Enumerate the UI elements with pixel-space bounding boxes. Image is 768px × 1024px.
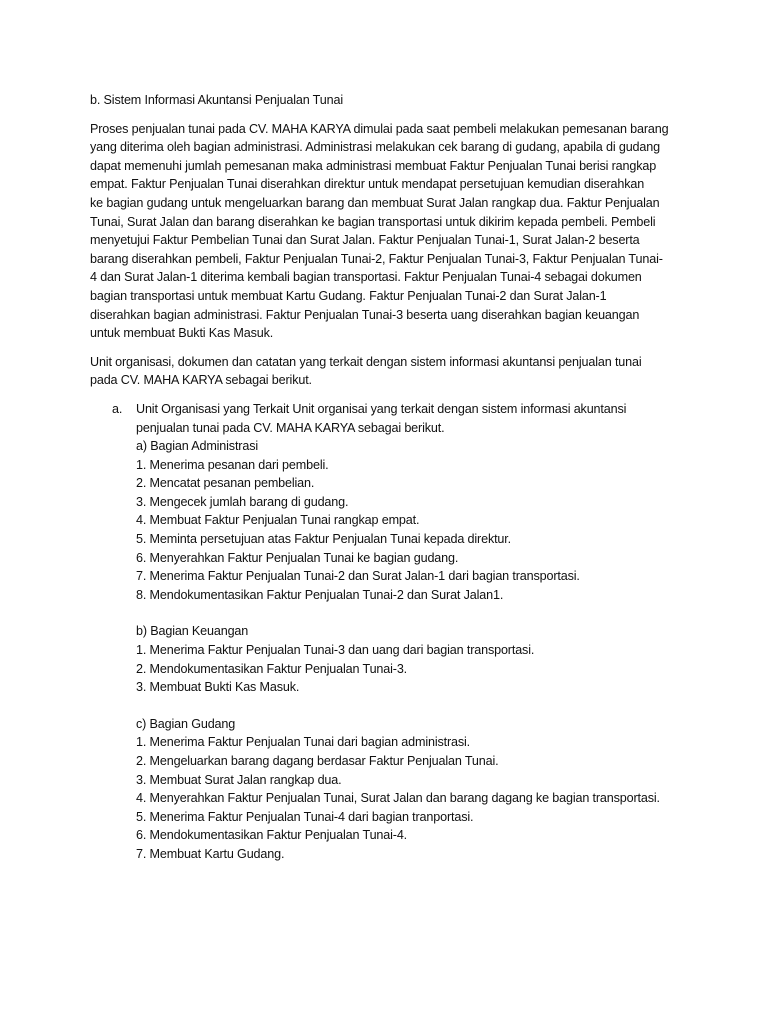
paragraph-line: empat. Faktur Penjualan Tunai diserahkan direktur untuk mendapat persetujuan kemudian diserahkan	[90, 177, 645, 192]
list-marker: a.	[112, 401, 123, 416]
list-item: 3. Membuat Bukti Kas Masuk.	[136, 680, 300, 695]
list-item: 8. Mendokumentasikan Faktur Penjualan Tunai-2 dan Surat Jalan1.	[136, 587, 504, 602]
group-bagian-gudang	[136, 715, 680, 864]
list-item: 2. Mendokumentasikan Faktur Penjualan Tunai-3.	[136, 661, 408, 676]
section-heading: b. Sistem Informasi Akuntansi Penjualan Tunai	[90, 93, 343, 107]
paragraph-line: yang diterima oleh bagian administrasi. Administrasi melakukan cek barang di gudang, apabila di gudang	[90, 140, 660, 155]
paragraph-line: menyetujui Faktur Pembelian Tunai dan Surat Jalan. Faktur Penjualan Tunai-1, Surat Jalan-2 beserta	[90, 233, 640, 248]
paragraph-line: Tunai, Surat Jalan dan barang diserahkan ke bagian transportasi untuk dikirim kepada pembeli. Pembeli	[90, 214, 656, 229]
list-item: 1. Menerima Faktur Penjualan Tunai dari bagian administrasi.	[136, 735, 471, 750]
list-intro-line: penjualan tunai pada CV. MAHA KARYA sebagai berikut.	[136, 420, 445, 435]
list-item: 7. Membuat Kartu Gudang.	[136, 846, 285, 861]
paragraph-line: diserahkan bagian administrasi. Faktur Penjualan Tunai-3 beserta uang diserahkan bagian keuangan	[90, 307, 640, 322]
group-title: b) Bagian Keuangan	[136, 624, 249, 639]
list-item: 5. Meminta persetujuan atas Faktur Penjualan Tunai kepada direktur.	[136, 532, 511, 547]
list-item: 4. Menyerahkan Faktur Penjualan Tunai, Surat Jalan dan barang dagang ke bagian transportasi.	[136, 791, 660, 806]
list-item: 2. Mengeluarkan barang dagang berdasar Faktur Penjualan Tunai.	[136, 754, 499, 768]
list-intro-line: Unit Organisasi yang Terkait Unit organisai yang terkait dengan sistem informasi akuntansi	[136, 401, 627, 416]
document-content	[90, 91, 680, 882]
paragraph-line: ke bagian gudang untuk mengeluarkan barang dan membuat Surat Jalan rangkap dua. Faktur Penjualan	[90, 195, 660, 210]
paragraph-sales-process	[90, 120, 680, 343]
list-item: 6. Mendokumentasikan Faktur Penjualan Tunai-4.	[136, 828, 408, 843]
paragraph-line: Proses penjualan tunai pada CV. MAHA KARYA dimulai pada saat pembeli melakukan pemesanan barang	[90, 121, 669, 136]
list-item: 6. Menyerahkan Faktur Penjualan Tunai ke bagian gudang.	[136, 550, 459, 565]
group-bagian-administrasi	[136, 437, 680, 604]
list-item: 1. Menerima Faktur Penjualan Tunai-3 dan uang dari bagian transportasi.	[136, 643, 535, 658]
paragraph-organization-intro	[90, 353, 680, 390]
paragraph-line: dapat memenuhi jumlah pemesanan maka administrasi membuat Faktur Penjualan Tunai berisi rangkap	[90, 158, 657, 173]
list-item: 2. Mencatat pesanan pembelian.	[136, 476, 315, 491]
paragraph-line: 4 dan Surat Jalan-1 diterima kembali bagian transportasi. Faktur Penjualan Tunai-4 sebagai dokumen	[90, 270, 642, 285]
group-title: c) Bagian Gudang	[136, 716, 236, 731]
list-item: 3. Membuat Surat Jalan rangkap dua.	[136, 772, 342, 787]
group-bagian-keuangan	[136, 622, 680, 696]
list-item: 7. Menerima Faktur Penjualan Tunai-2 dan Surat Jalan-1 dari bagian transportasi.	[136, 569, 580, 584]
group-title: a) Bagian Administrasi	[136, 439, 258, 454]
list-item: 5. Menerima Faktur Penjualan Tunai-4 dari bagian tranportasi.	[136, 809, 474, 824]
list-item: 4. Membuat Faktur Penjualan Tunai rangkap empat.	[136, 513, 420, 528]
paragraph-line: Unit organisasi, dokumen dan catatan yang terkait dengan sistem informasi akuntansi penjualan tunai	[90, 354, 642, 369]
list-section-a	[90, 400, 680, 864]
list-intro	[136, 400, 680, 437]
paragraph-line: pada CV. MAHA KARYA sebagai berikut.	[90, 373, 312, 388]
paragraph-line: barang diserahkan pembeli, Faktur Penjualan Tunai-2, Faktur Penjualan Tunai-3, Faktur Penjualan Tunai-	[90, 251, 663, 266]
paragraph-line: untuk membuat Bukti Kas Masuk.	[90, 326, 274, 341]
list-item: 3. Mengecek jumlah barang di gudang.	[136, 494, 349, 509]
list-item: 1. Menerima pesanan dari pembeli.	[136, 457, 329, 472]
paragraph-line: bagian transportasi untuk membuat Kartu Gudang. Faktur Penjualan Tunai-2 dan Surat Jalan-1	[90, 288, 607, 303]
